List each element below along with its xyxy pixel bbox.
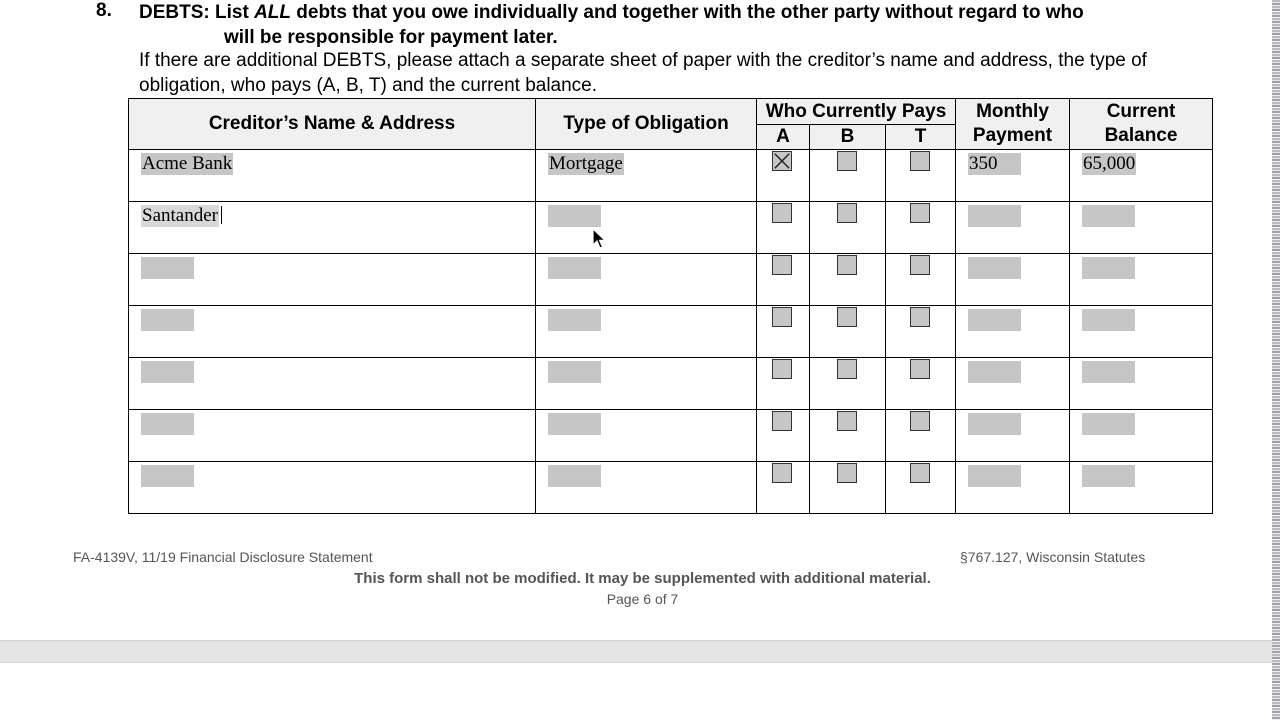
current-balance-input[interactable]: 65,000 — [1083, 153, 1136, 174]
pays-b-checkbox[interactable] — [837, 411, 857, 431]
pays-b-cell — [810, 410, 886, 462]
debts-table — [128, 98, 1213, 514]
obligation-cell — [536, 150, 757, 202]
monthly-payment-cell — [956, 358, 1070, 410]
header-col-b: B — [810, 125, 886, 150]
pays-a-cell — [757, 462, 810, 514]
creditor-cell — [129, 462, 536, 514]
pays-b-checkbox[interactable] — [837, 307, 857, 327]
monthly-payment-input[interactable] — [968, 465, 1021, 487]
creditor-cell — [129, 254, 536, 306]
table-row — [129, 410, 1213, 462]
pays-a-cell — [757, 202, 810, 254]
current-balance-input[interactable] — [1082, 361, 1135, 383]
monthly-payment-cell — [956, 254, 1070, 306]
monthly-payment-cell — [956, 462, 1070, 514]
creditor-input[interactable]: Santander — [142, 205, 218, 226]
pays-a-checkbox[interactable] — [772, 359, 792, 379]
pays-b-checkbox[interactable] — [837, 255, 857, 275]
footer-statute: §767.127, Wisconsin Statutes — [960, 549, 1146, 565]
pays-t-checkbox[interactable] — [910, 359, 930, 379]
table-row — [129, 306, 1213, 358]
pays-a-checkbox[interactable] — [772, 203, 792, 223]
creditor-input[interactable]: Acme Bank — [142, 153, 233, 174]
creditor-cell — [129, 306, 536, 358]
pays-b-checkbox[interactable] — [837, 463, 857, 483]
current-balance-cell — [1070, 306, 1213, 358]
table-row — [129, 202, 1213, 254]
page-gap — [0, 640, 1272, 663]
monthly-payment-input[interactable] — [968, 413, 1021, 435]
pays-t-cell — [886, 150, 956, 202]
footer-page-number: Page 6 of 7 — [606, 591, 679, 607]
current-balance-cell — [1070, 462, 1213, 514]
obligation-input[interactable] — [548, 413, 601, 435]
creditor-input[interactable] — [141, 413, 194, 435]
obligation-input[interactable] — [548, 361, 601, 383]
header-obligation: Type of Obligation — [536, 99, 757, 150]
debt-rows — [129, 150, 1213, 514]
pays-a-checkbox[interactable] — [772, 255, 792, 275]
pays-t-checkbox[interactable] — [910, 203, 930, 223]
pays-b-cell — [810, 202, 886, 254]
pays-a-checkbox[interactable] — [772, 307, 792, 327]
heading-line2: will be responsible for payment later. — [224, 27, 558, 48]
section-instructions: If there are additional DEBTS, please attach a separate sheet of paper with the creditor’s name and address, the type of obligation, who pays (A, B, T) and the current balance. — [139, 50, 1147, 96]
monthly-payment-input[interactable] — [968, 361, 1021, 383]
table-row — [129, 254, 1213, 306]
pays-t-cell — [886, 462, 956, 514]
footer-notice: This form shall not be modified. It may be supplemented with additional material. — [354, 570, 931, 587]
footer-form-id: FA-4139V, 11/19 Financial Disclosure Statement — [73, 549, 373, 565]
pays-a-checkbox[interactable] — [772, 411, 792, 431]
monthly-payment-input[interactable] — [968, 309, 1021, 331]
creditor-input[interactable] — [141, 257, 194, 279]
monthly-payment-cell — [956, 306, 1070, 358]
table-row — [129, 358, 1213, 410]
obligation-cell — [536, 410, 757, 462]
creditor-input[interactable] — [141, 309, 194, 331]
current-balance-cell — [1070, 202, 1213, 254]
arrow-pointer-icon — [592, 228, 606, 250]
header-col-t: T — [886, 125, 956, 150]
pays-b-checkbox[interactable] — [837, 359, 857, 379]
pays-t-cell — [886, 306, 956, 358]
obligation-cell — [536, 202, 757, 254]
heading-emphasis: ALL — [254, 2, 291, 23]
obligation-cell — [536, 306, 757, 358]
pays-b-cell — [810, 254, 886, 306]
pays-a-cell — [757, 410, 810, 462]
pays-a-cell — [757, 358, 810, 410]
text-caret — [221, 206, 222, 224]
current-balance-input[interactable] — [1082, 205, 1135, 227]
obligation-cell — [536, 462, 757, 514]
table-row — [129, 462, 1213, 514]
monthly-payment-input[interactable] — [968, 257, 1021, 279]
pays-t-checkbox[interactable] — [910, 463, 930, 483]
creditor-cell — [129, 202, 536, 254]
creditor-cell — [129, 150, 536, 202]
obligation-input[interactable]: Mortgage — [549, 153, 623, 174]
pays-t-checkbox[interactable] — [910, 411, 930, 431]
creditor-cell — [129, 410, 536, 462]
pays-t-checkbox[interactable] — [910, 255, 930, 275]
header-who-pays: Who Currently Pays — [757, 99, 956, 125]
monthly-payment-cell — [956, 150, 1070, 202]
pays-b-cell — [810, 462, 886, 514]
creditor-cell — [129, 358, 536, 410]
pays-b-cell — [810, 306, 886, 358]
pays-b-cell — [810, 358, 886, 410]
pays-t-cell — [886, 410, 956, 462]
current-balance-input[interactable] — [1082, 413, 1135, 435]
creditor-input[interactable] — [141, 465, 194, 487]
pays-b-checkbox[interactable] — [837, 151, 857, 171]
pays-a-cell — [757, 306, 810, 358]
current-balance-input[interactable] — [1082, 309, 1135, 331]
obligation-input[interactable] — [548, 205, 601, 227]
header-col-a: A — [757, 125, 810, 150]
pays-t-cell — [886, 202, 956, 254]
pays-t-cell — [886, 254, 956, 306]
pays-a-checkbox[interactable] — [772, 463, 792, 483]
current-balance-cell — [1070, 150, 1213, 202]
heading-lead: DEBTS: List — [139, 2, 255, 23]
next-page-area — [0, 663, 1272, 720]
section-number: 8. — [96, 0, 112, 21]
monthly-payment-input[interactable] — [968, 205, 1021, 227]
obligation-input[interactable] — [548, 309, 601, 331]
pays-a-cell — [757, 254, 810, 306]
monthly-payment-cell — [956, 202, 1070, 254]
table-row — [129, 150, 1213, 202]
current-balance-input[interactable] — [1082, 465, 1135, 487]
creditor-input[interactable] — [141, 361, 194, 383]
header-monthly: Monthly Payment — [956, 99, 1070, 150]
pays-b-checkbox[interactable] — [837, 203, 857, 223]
monthly-payment-cell — [956, 410, 1070, 462]
pays-t-checkbox[interactable] — [910, 151, 930, 171]
current-balance-input[interactable] — [1082, 257, 1135, 279]
checked-x-icon — [773, 152, 791, 170]
pays-a-cell — [757, 150, 810, 202]
current-balance-cell — [1070, 358, 1213, 410]
section-heading — [139, 0, 1219, 50]
obligation-cell — [536, 358, 757, 410]
current-balance-cell — [1070, 410, 1213, 462]
pays-a-checkbox[interactable] — [772, 151, 792, 171]
pays-b-cell — [810, 150, 886, 202]
current-balance-cell — [1070, 254, 1213, 306]
obligation-cell — [536, 254, 757, 306]
pays-t-cell — [886, 358, 956, 410]
header-creditor: Creditor’s Name & Address — [129, 99, 536, 150]
pays-t-checkbox[interactable] — [910, 307, 930, 327]
window-edge — [1272, 0, 1280, 720]
monthly-payment-input[interactable]: 350 — [968, 153, 1021, 175]
obligation-input[interactable] — [548, 257, 601, 279]
obligation-input[interactable] — [548, 465, 601, 487]
heading-rest: debts that you owe individually and together with the other party without regard to who — [291, 2, 1084, 23]
header-balance: Current Balance — [1070, 99, 1213, 150]
